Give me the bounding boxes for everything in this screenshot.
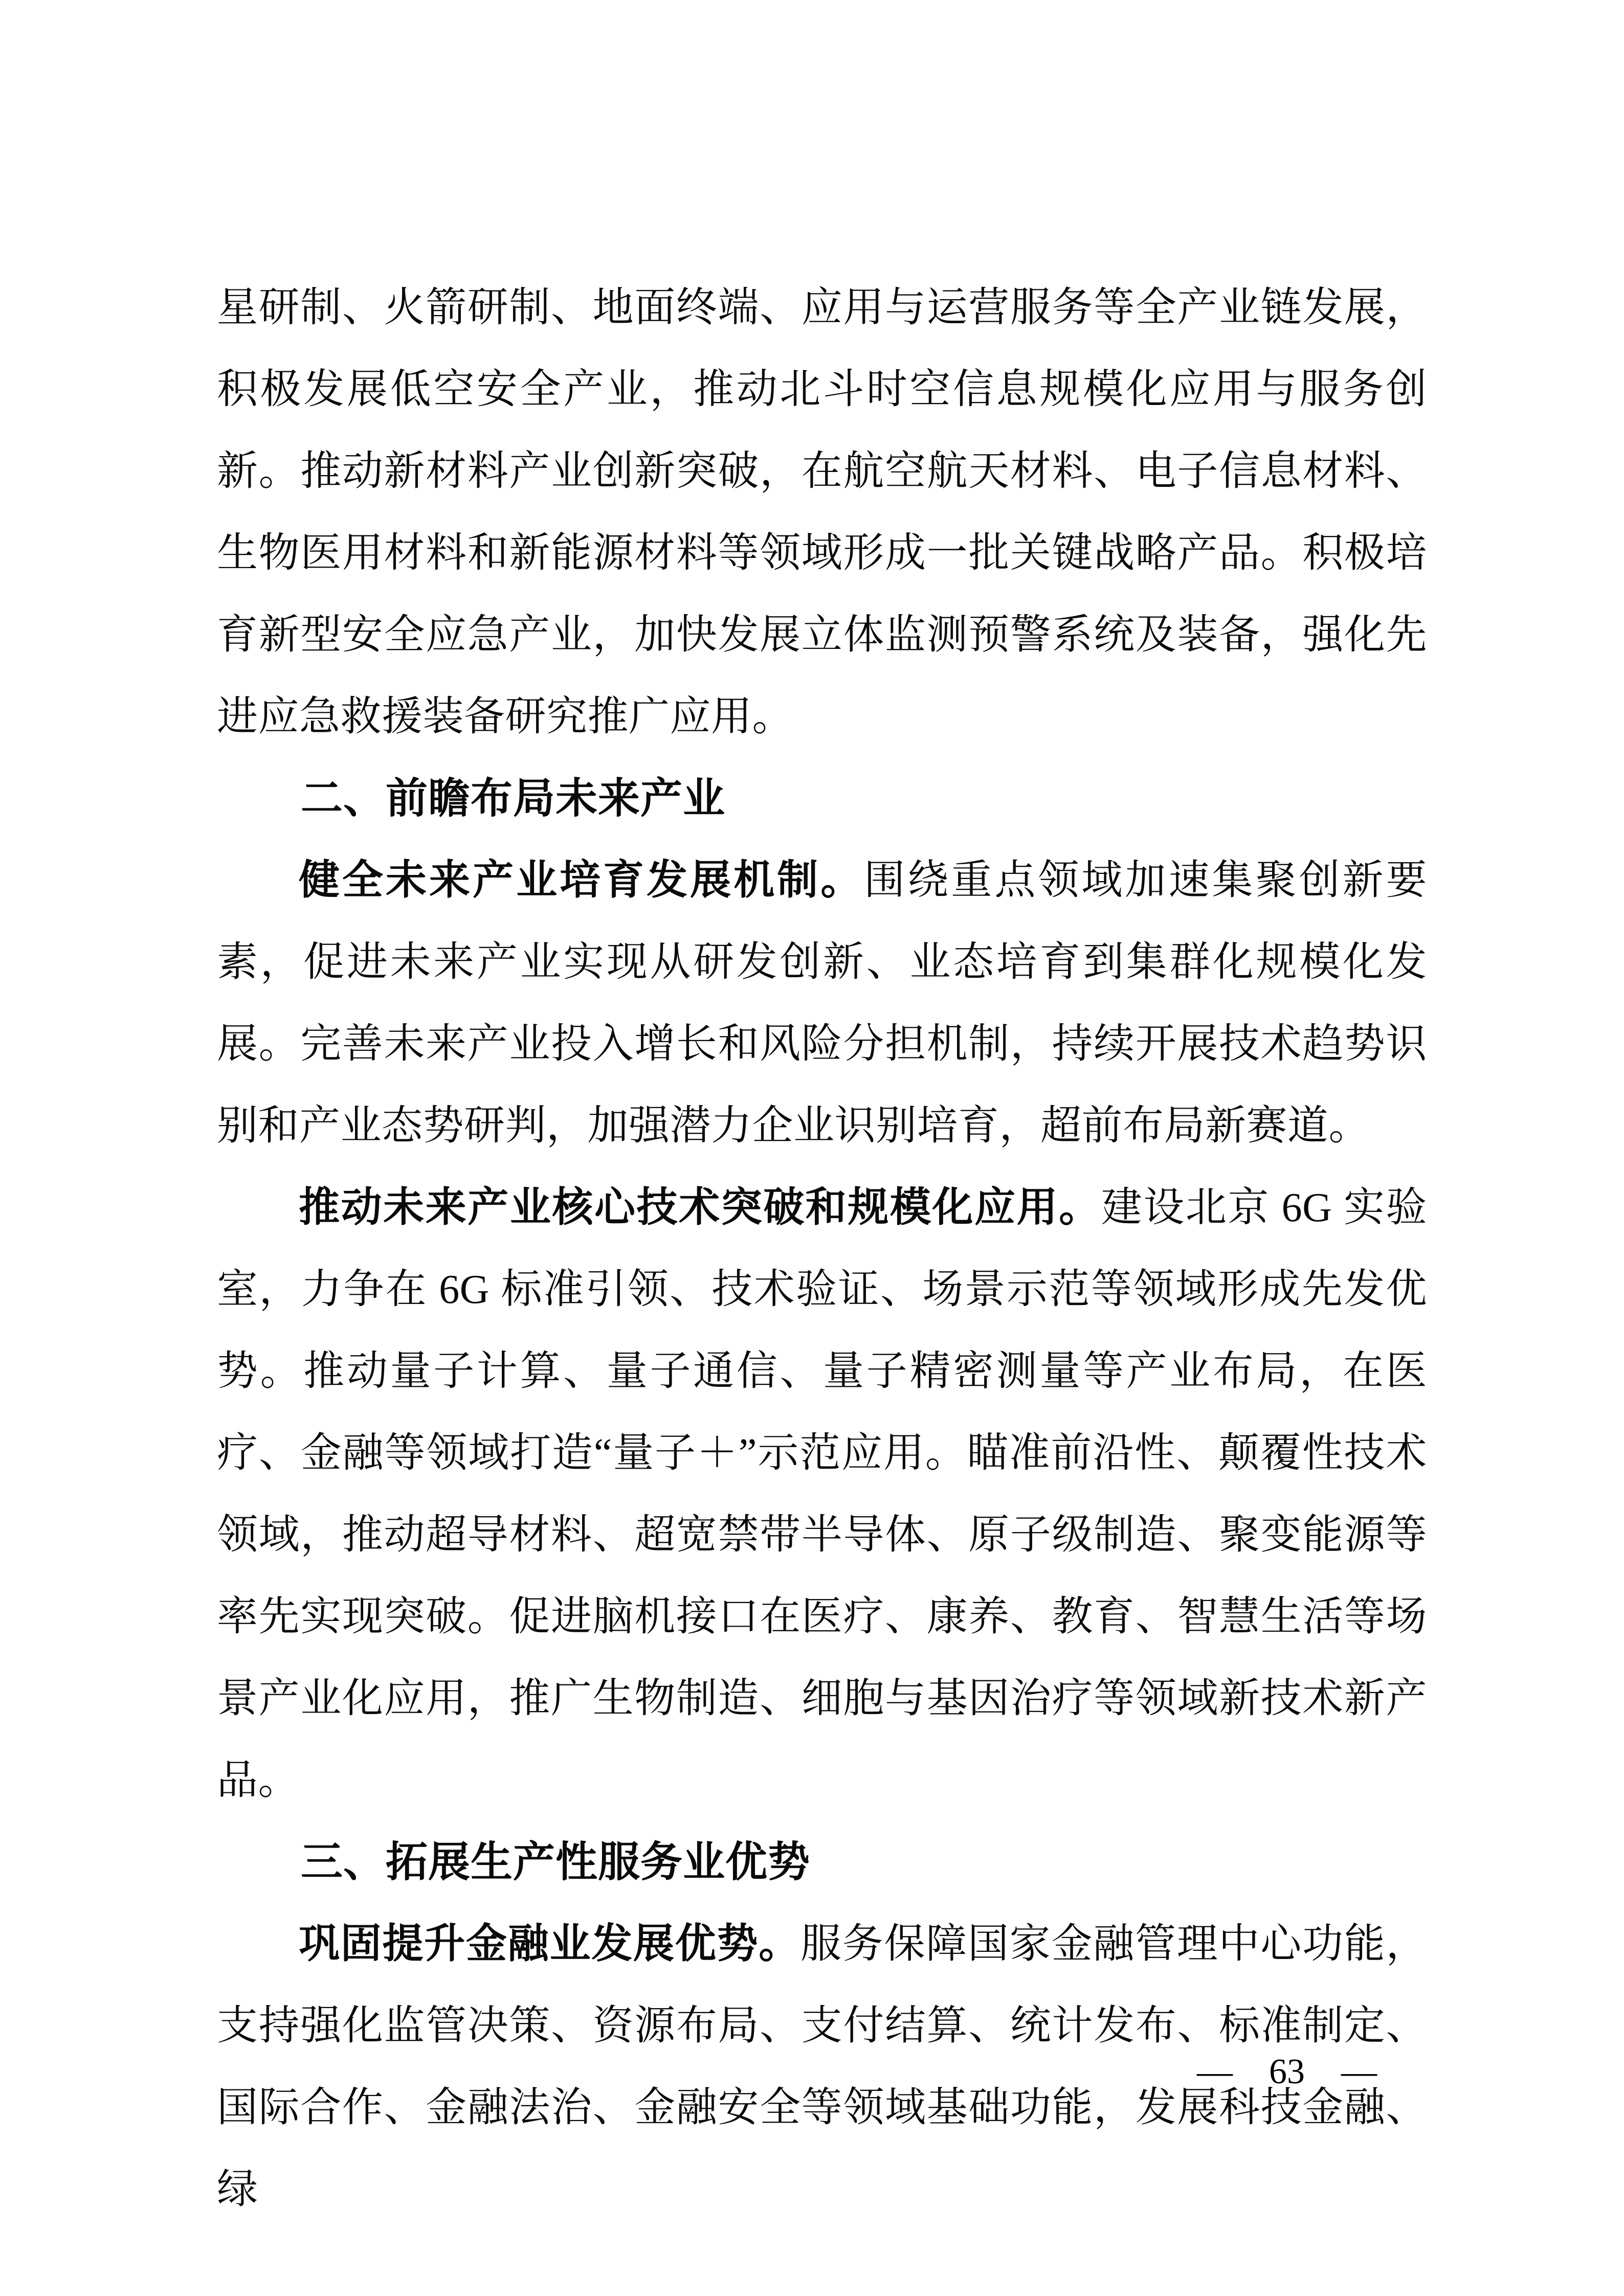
paragraph-body: 围绕重点领域加速集聚创新要素，促进未来产业实现从研发创新、业态培育到集群化规模化发展。完善未来产业投入增长和风险分担机制，持续开展技术趋势识别和产业态势研判，加强潜力企业识别培育，超前布局新赛道。: [217, 858, 1428, 1149]
text-block: [217, 267, 1427, 2231]
page-footer: [1197, 2052, 1377, 2092]
footer-dash-right: —: [1341, 2052, 1377, 2091]
footer-dash-left: —: [1197, 2052, 1233, 2091]
paragraph-body: 建设北京 6G 实验室，力争在 6G 标准引领、技术验证、场景示范等领域形成先发优势。推动量子计算、量子通信、量子精密测量等产业布局，在医疗、金融等领域打造“量子＋”示范应用。瞄准前沿性、颠覆性技术领域，推动超导材料、超宽禁带半导体、原子级制造、聚变能源等率先实现突破。促进脑机接口在医疗、康养、教育、智慧生活等场景产业化应用，推广生物制造、细胞与基因治疗等领域新技术新产品。: [217, 1185, 1428, 1803]
paragraph-body: 服务保障国家金融管理中心功能，支持强化监管决策、资源布局、支付结算、统计发布、标准制定、国际合作、金融法治、金融安全等领域基础功能，发展科技金融、绿: [217, 1922, 1427, 2212]
section2-paragraph-2: [217, 1167, 1427, 1821]
section-heading-2: 二、前瞻布局未来产业: [301, 775, 726, 822]
section-heading-3: 三、拓展生产性服务业优势: [301, 1839, 811, 1885]
paragraph-lead: 健全未来产业培育发展机制。: [299, 858, 864, 903]
paragraph-continuation: 星研制、火箭研制、地面终端、应用与运营服务等全产业链发展，积极发展低空安全产业，推动北斗时空信息规模化应用与服务创新。推动新材料产业创新突破，在航空航天材料、电子信息材料、生物医用材料和新能源材料等领域形成一批关键战略产品。积极培育新型安全应急产业，加快发展立体监测预警系统及装备，强化先进应急救援装备研究推广应用。: [217, 285, 1427, 739]
paragraph-lead: 巩固提升金融业发展优势。: [299, 1922, 800, 1967]
page-number: 63: [1269, 2052, 1305, 2091]
section2-paragraph-1: [217, 840, 1427, 1167]
paragraph-lead: 推动未来产业核心技术突破和规模化应用。: [299, 1185, 1101, 1230]
